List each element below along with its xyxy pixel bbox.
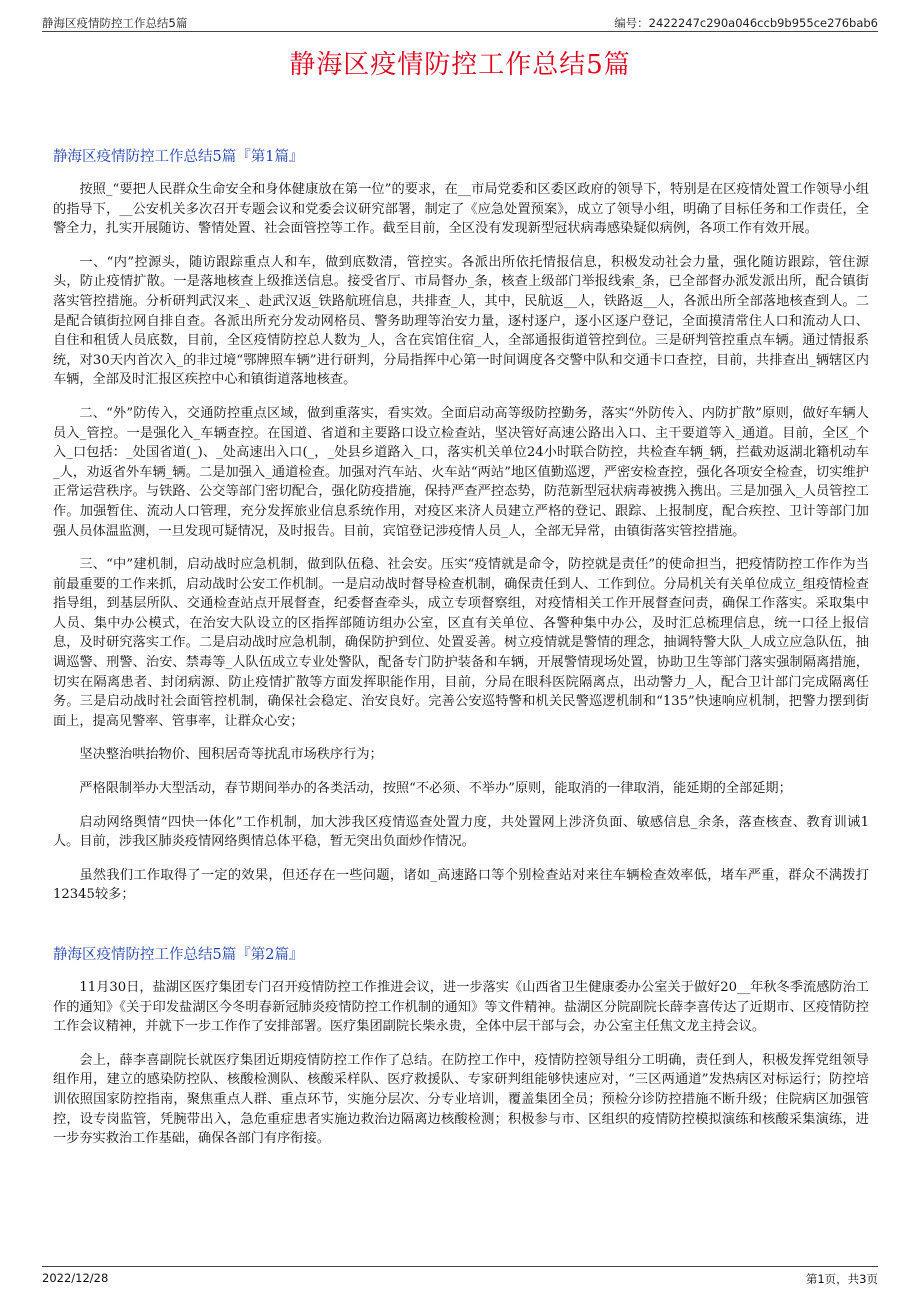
paragraph: 11月30日，盐湖区医疗集团专门召开疫情防控工作推进会议，进一步落实《山西省卫生健康委办公室关于做好20__年秋冬季流感防治工作的通知》《关于印发盐湖区今冬明春新冠肺炎疫情防控工作机制的通知》等文件精神。盐湖区分院副院长薛李喜传达了近期市、区疫情防控工作会议精神，并就下一步工作作了安排部署。医疗集团副院长柴永贵，全体中层干部与会，办公室主任焦文龙主持会议。 [53, 980, 869, 1035]
paragraph: 按照_“要把人民群众生命安全和身体健康放在第一位”的要求，在__市局党委和区委区政府的领导下，特别是在区疫情处置工作领导小组的指导下，__公安机关多次召开专题会议和党委会议研究部署，制定了《应急处置预案》，成立了领导小组，明确了目标任务和工作责任，全警全力，扎实开展随访、警情处置、社会面管控等工作。截至目前，全区没有发现新型冠状病毒感染疑似病例，各项工作有效开展。 [53, 182, 869, 237]
paragraph: 三、“中”建机制，启动战时应急机制，做到队伍稳、社会安。压实“疫情就是命令，防控就是责任”的使命担当，把疫情防控工作作为当前最重要的工作来抓，启动战时公安工作机制。一是启动战时督导检查机制，确保责任到人、工作到位。分局机关有关单位成立_组疫情检查指导组，到基层所队、交通检查站点开展督查，纪委督查牵头，成立专项督察组，对疫情相关工作开展督查问责，确保工作落实。采取集中人员、集中办公模式，在治安大队设立的区指挥部随访组办公室，区直有关单位、各警种集中办公，及时汇总梳理信息，统一口径上报信息，及时研究落实工作。二是启动战时应急机制，确保防护到位、处置妥善。树立疫情就是警情的理念，抽调特警大队_人成立应急队伍，抽调巡警、刑警、治安、禁毒等_人队伍成立专业处警队，配备专门防护装备和车辆，开展警情现场处置，协助卫生等部门落实强制隔离措施，切实在隔离患者、封闭病源、防止疫情扩散等方面发挥职能作用，目前，分局在眼科医院隔离点，出动警力_人，配合卫计部门完成隔离任务。三是启动战时社会面管控机制，确保社会稳定、治安良好。完善公安巡特警和机关民警巡逻机制和“135”快速响应机制，把警力摆到街面上，提高见警率、管事率，让群众心安； [53, 557, 869, 729]
footer-date: 2022/12/28 [42, 1271, 109, 1285]
paragraph: 坚决整治哄抬物价、囤积居奇等扰乱市场秩序行为； [79, 747, 383, 763]
document-body [53, 145, 869, 1163]
header-doc-title: 静海区疫情防控工作总结5篇 [42, 16, 188, 30]
page-header [42, 14, 878, 32]
paragraph: 二、“外”防传入，交通防控重点区域，做到重落实，看实效。全面启动高等级防控勤务，落实“外防传入、内防扩散”原则，做好车辆人员入_管控。一是强化入_车辆查控。在国道、省道和主要路口设立检查站，坚决管好高速公路出入口、主干要道等入_通道。目前，全区_个入_口包括：_处国省道(_)、_处高速出入口(_，_处县乡道路入_口，落实机关单位24小时联合防控，共检查车辆_辆，拦截劝返湖北籍机动车_人，劝返省外车辆_辆。二是加强入_通道检查。加强对汽车站、火车站“两站”地区值勤巡逻，严密安检查控，强化各项安全检查，切实维护正常运营秩序。与铁路、公交等部门密切配合，强化防疫措施，保持严查严控态势，防范新型冠状病毒被携入携出。三是加强入_人员管控工作。加强暂住、流动人口管理，充分发挥旅业信息系统作用，对疫区来济人员建立严格的登记、跟踪、上报制度，配合疾控、卫计等部门加强人员体温监测，一旦发现可疑情况，及时报告。目前，宾馆登记涉疫情人员_人，全部无异常，由镇街落实管控措施。 [53, 405, 869, 539]
paragraph: 启动网络舆情“四快一体化”工作机制，加大涉我区疫情巡查处置力度，共处置网上涉济负面、敏感信息_余条，落查核查、教育训诫1人。目前，涉我区肺炎疫情网络舆情总体平稳，暂无突出负面炒作情况。 [53, 814, 869, 850]
section-1-title: 静海区疫情防控工作总结5篇『第1篇』 [53, 149, 304, 165]
paragraph: 会上，薛李喜副院长就医疗集团近期疫情防控工作作了总结。在防控工作中，疫情防控领导组分工明确，责任到人，积极发挥党组领导组作用，建立的感染防控队、核酸检测队、核酸采样队、医疗救援队、专家研判组能够快速应对，“三区两通道”发热病区对标运行；防控培训依照国家防控指南，聚焦重点人群、重点环节，实施分层次、分专业培训，覆盖集团全员；预检分诊防控措施不断升级；住院病区加强管控，设专岗监管，凭腕带出入，急危重症患者实施边救治边隔离边核酸检测；积极参与市、区组织的疫情防控模拟演练和核酸采集演练，进一步夯实救治工作基础，确保各部门有序衔接。 [53, 1052, 869, 1147]
paragraph: 虽然我们工作取得了一定的效果，但还存在一些问题，诸如_高速路口等个别检查站对来往车辆检查效率低，堵车严重，群众不满拨打12345较多； [53, 867, 869, 903]
header-divider [42, 31, 878, 32]
section-2-title: 静海区疫情防控工作总结5篇『第2篇』 [53, 947, 304, 963]
footer-page-number: 第1页，共3页 [805, 1272, 878, 1286]
page-footer [42, 1266, 878, 1286]
header-doc-number: 编号：2422247c290a046ccb9b955ce276bab6 [614, 16, 878, 30]
paragraph: 一、“内”控源头，随访跟踪重点人和车，做到底数清，管控实。各派出所依托情报信息，积极发动社会力量，强化随访跟踪，管住源头，防止疫情扩散。一是落地核查上级推送信息。接受省厅、市局督办_条，核查上级部门举报线索_条，已全部督办派发派出所，配合镇街落实管控措施。分析研判武汉来_、赴武汉返_铁路航班信息，共排查_人，其中，民航返__人，铁路返__人，各派出所全部落地核查到人。二是配合镇街拉网自排自查。各派出所充分发动网格员、警务助理等治安力量，逐村逐户，逐小区逐户登记，全面摸清常住人口和流动人口、自住和租赁人员底数，目前，全区疫情防控总人数为_人，含在宾馆住宿_人，全部通报街道管控到位。三是研判管控重点车辆。通过情报系统，对30天内首次入_的非过境“鄂牌照车辆”进行研判，分局指挥中心第一时间调度各交警中队和交通卡口查控，目前，共排查出_辆辖区内车辆，全部及时汇报区疾控中心和镇街道落地核查。 [53, 254, 869, 388]
paragraph: 严格限制举办大型活动，春节期间举办的各类活动，按照“不必须、不举办”原则，能取消的一律取消，能延期的全部延期； [79, 781, 792, 797]
document-title: 静海区疫情防控工作总结5篇 [289, 50, 631, 80]
